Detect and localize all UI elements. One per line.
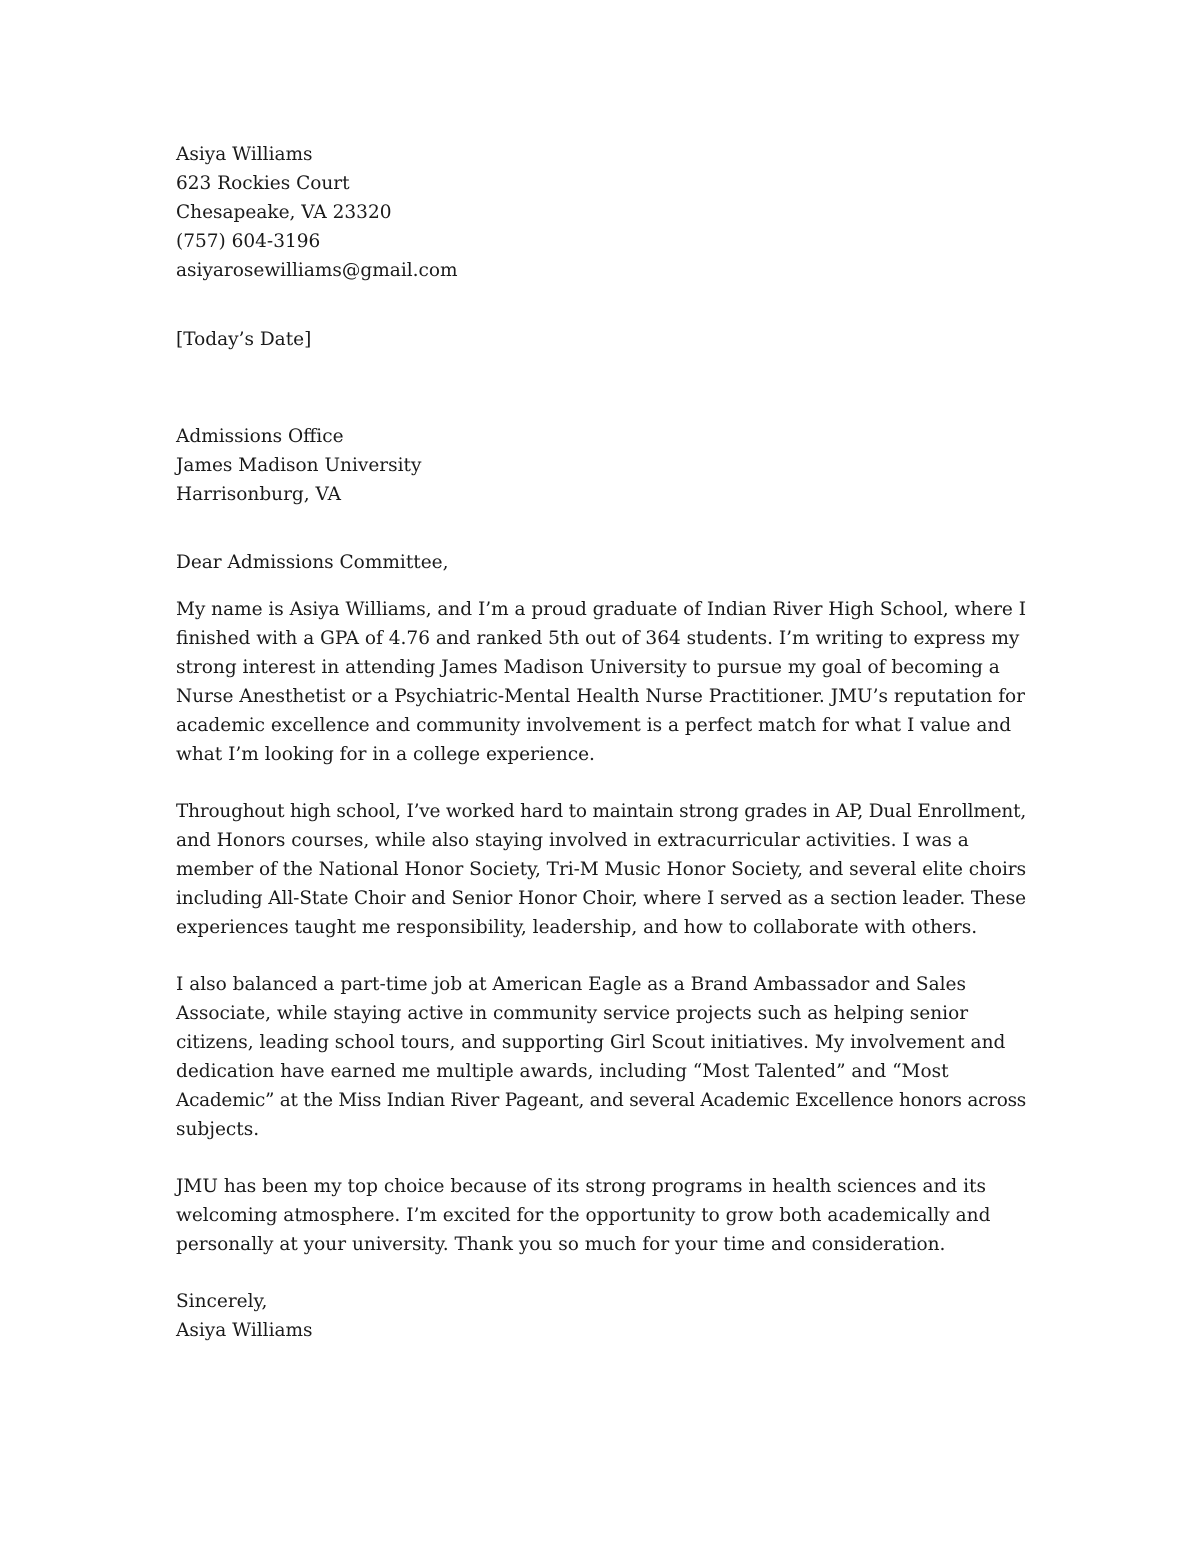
salutation xyxy=(176,548,1026,577)
paragraph-line: Associate, while staying active in community service projects such as helping senior xyxy=(176,1003,969,1024)
signature-name: Asiya Williams xyxy=(176,1320,313,1341)
recipient-university: James Madison University xyxy=(176,455,422,476)
paragraph-line: personally at your university. Thank you so much for your time and consideration. xyxy=(176,1234,946,1255)
paragraph-line: academic excellence and community involvement is a perfect match for what I value and xyxy=(176,715,1012,736)
date-block xyxy=(176,325,1026,354)
paragraph-line: citizens, leading school tours, and supporting Girl Scout initiatives. My involvement and xyxy=(176,1032,1006,1053)
valediction: Sincerely, xyxy=(176,1291,268,1312)
sender-city-state-zip: Chesapeake, VA 23320 xyxy=(176,202,392,223)
paragraph-line: Nurse Anesthetist or a Psychiatric-Mental Health Nurse Practitioner. JMU’s reputation for xyxy=(176,686,1026,707)
paragraph-line: My name is Asiya Williams, and I’m a proud graduate of Indian River High School, where I xyxy=(176,599,1026,620)
closing-block xyxy=(176,1287,1026,1345)
paragraph-line: and Honors courses, while also staying involved in extracurricular activities. I was a xyxy=(176,830,969,851)
salutation-text: Dear Admissions Committee, xyxy=(176,552,449,573)
paragraph-line: dedication have earned me multiple awards, including “Most Talented” and “Most xyxy=(176,1061,949,1082)
date-placeholder: [Today’s Date] xyxy=(176,329,312,350)
cover-letter xyxy=(176,140,1026,1345)
paragraph-line: finished with a GPA of 4.76 and ranked 5th out of 364 students. I’m writing to express my xyxy=(176,628,1020,649)
body-paragraph-1 xyxy=(176,595,1026,769)
sender-street: 623 Rockies Court xyxy=(176,173,350,194)
paragraph-line: JMU has been my top choice because of its strong programs in health sciences and its xyxy=(176,1176,986,1197)
paragraph-line: member of the National Honor Society, Tri-M Music Honor Society, and several elite choirs xyxy=(176,859,1026,880)
recipient-location: Harrisonburg, VA xyxy=(176,484,341,505)
paragraph-line: what I’m looking for in a college experience. xyxy=(176,744,595,765)
paragraph-line: strong interest in attending James Madison University to pursue my goal of becoming a xyxy=(176,657,1000,678)
paragraph-line: welcoming atmosphere. I’m excited for the opportunity to grow both academically and xyxy=(176,1205,991,1226)
paragraph-line: subjects. xyxy=(176,1119,260,1140)
sender-phone: (757) 604-3196 xyxy=(176,231,321,252)
body-paragraph-3 xyxy=(176,970,1026,1144)
paragraph-line: including All-State Choir and Senior Honor Choir, where I served as a section leader. These xyxy=(176,888,1026,909)
paragraph-line: Throughout high school, I’ve worked hard to maintain strong grades in AP, Dual Enrollment, xyxy=(176,801,1026,822)
recipient-address-block xyxy=(176,422,1026,509)
paragraph-line: experiences taught me responsibility, leadership, and how to collaborate with others. xyxy=(176,917,978,938)
body-paragraph-4 xyxy=(176,1172,1026,1259)
body-paragraph-2 xyxy=(176,797,1026,942)
paragraph-line: I also balanced a part-time job at American Eagle as a Brand Ambassador and Sales xyxy=(176,974,966,995)
paragraph-line: Academic” at the Miss Indian River Pageant, and several Academic Excellence honors across xyxy=(176,1090,1026,1111)
sender-address-block xyxy=(176,140,1026,285)
sender-name: Asiya Williams xyxy=(176,144,313,165)
sender-email: asiyarosewilliams@gmail.com xyxy=(176,260,458,281)
recipient-office: Admissions Office xyxy=(176,426,344,447)
